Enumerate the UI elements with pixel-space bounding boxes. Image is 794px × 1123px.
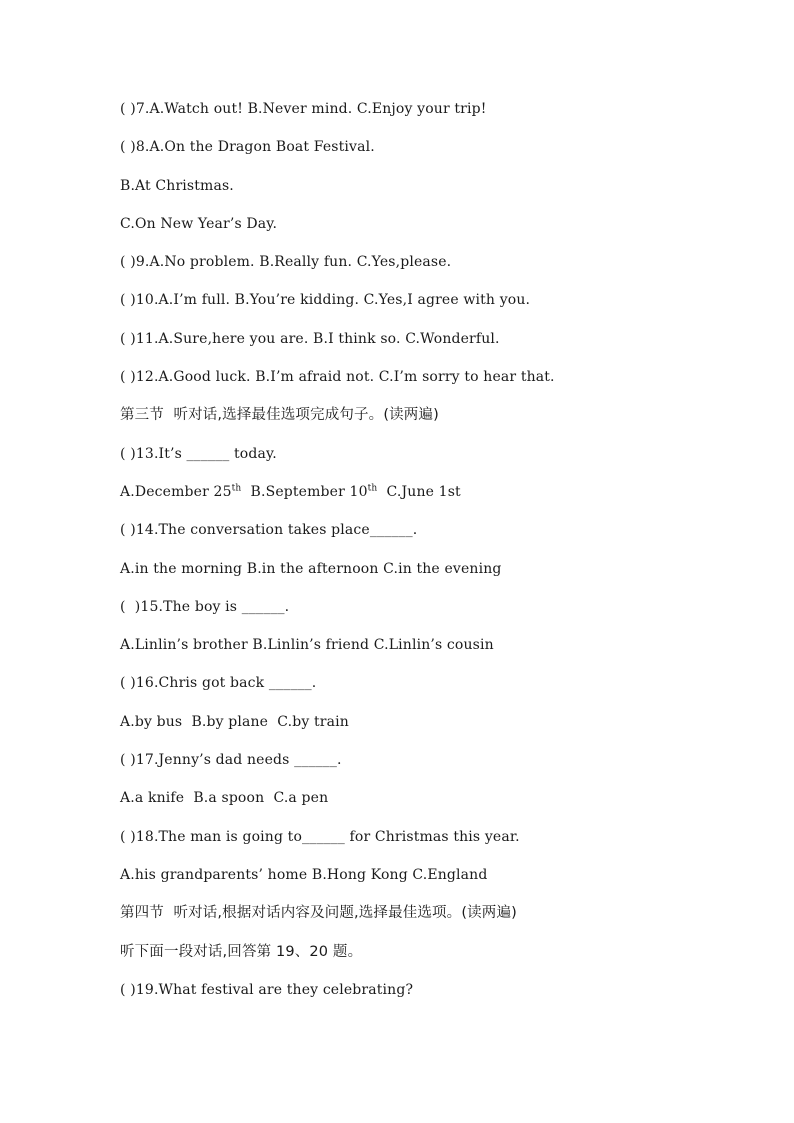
question-12: ( )12.A.Good luck. B.I’m afraid not. C.I’m sorry to hear that. xyxy=(120,369,555,386)
option-a: A.December 25 xyxy=(120,483,232,500)
question-content xyxy=(120,96,680,1015)
question-19: ( )19.What festival are they celebrating? xyxy=(120,981,414,998)
question-11: ( )11.A.Sure,here you are. B.I think so. C.Wonderful. xyxy=(120,330,500,347)
question-8-option-b: B.At Christmas. xyxy=(120,177,234,194)
section-4-instruction: 听下面一段对话,回答第 19、20 题。 xyxy=(120,943,363,960)
question-8: ( )8.A.On the Dragon Boat Festival. xyxy=(120,139,375,156)
question-14: ( )14.The conversation takes place______. xyxy=(120,522,418,539)
option-b: B.September 10 xyxy=(241,483,368,500)
question-8-option-c: C.On New Year’s Day. xyxy=(120,215,278,232)
question-15: ( )15.The boy is ______. xyxy=(120,598,290,615)
question-17-options: A.a knife B.a spoon C.a pen xyxy=(120,790,329,807)
question-15-options: A.Linlin’s brother B.Linlin’s friend C.Linlin’s cousin xyxy=(120,637,494,654)
question-7: ( )7.A.Watch out! B.Never mind. C.Enjoy your trip! xyxy=(120,101,487,117)
question-18: ( )18.The man is going to______ for Christmas this year. xyxy=(120,828,520,845)
question-16: ( )16.Chris got back ______. xyxy=(120,675,317,692)
question-13: ( )13.It’s ______ today. xyxy=(120,445,277,462)
section-4-heading: 第四节 听对话,根据对话内容及问题,选择最佳选项。(读两遍) xyxy=(120,905,517,922)
option-b-suffix: th xyxy=(367,483,378,494)
question-16-options: A.by bus B.by plane C.by train xyxy=(120,713,349,730)
option-c: C.June 1st xyxy=(377,483,461,500)
option-a-suffix: th xyxy=(231,483,242,494)
question-13-options xyxy=(120,479,680,517)
section-3-heading: 第三节 听对话,选择最佳选项完成句子。(读两遍) xyxy=(120,407,439,424)
question-18-options: A.his grandparents’ home B.Hong Kong C.England xyxy=(120,866,488,883)
question-14-options: A.in the morning B.in the afternoon C.in the evening xyxy=(120,560,502,577)
question-9: ( )9.A.No problem. B.Really fun. C.Yes,please. xyxy=(120,254,452,271)
question-10: ( )10.A.I’m full. B.You’re kidding. C.Yes,I agree with you. xyxy=(120,292,531,309)
question-17: ( )17.Jenny’s dad needs ______. xyxy=(120,752,342,769)
